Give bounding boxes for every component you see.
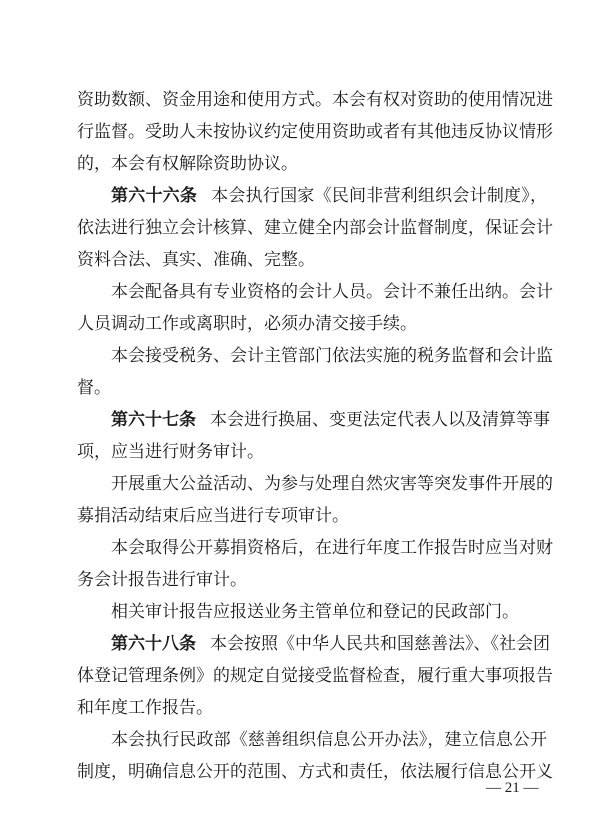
text-line: 行监督。受助人未按协议约定使用资助或者有其他违反协议情形 — [77, 122, 553, 142]
article-68-heading: 第六十八条 — [111, 634, 196, 654]
text-line: 督。 — [77, 378, 111, 398]
text-line: 本会接受税务、会计主管部门依法实施的税务监督和会计监 — [111, 346, 553, 366]
article-66-line: 第六十六条 本会执行国家《民间非营利组织会计制度》， — [111, 186, 548, 206]
text-line: 务会计报告进行审计。 — [77, 570, 247, 590]
article-68-line: 第六十八条 本会按照《中华人民共和国慈善法》、《社会团 — [111, 634, 550, 654]
article-67-line: 第六十七条 本会进行换届、变更法定代表人以及清算等事 — [111, 410, 550, 430]
text-line: 本会配备具有专业资格的会计人员。会计不兼任出纳。会计 — [111, 282, 553, 302]
text-line: 的，本会有权解除资助协议。 — [77, 154, 298, 174]
article-67-heading: 第六十七条 — [111, 410, 196, 430]
text-line: 开展重大公益活动、为参与处理自然灾害等突发事件开展的 — [111, 474, 553, 494]
text-line: 制度，明确信息公开的范围、方式和责任，依法履行信息公开义 — [77, 762, 553, 782]
text-line: 资料合法、真实、准确、完整。 — [77, 250, 315, 270]
text-line: 募捐活动结束后应当进行专项审计。 — [77, 506, 349, 526]
text-line: 依法进行独立会计核算、建立健全内部会计监督制度，保证会计 — [77, 218, 553, 238]
article-66-heading: 第六十六条 — [111, 186, 198, 206]
text-line: 人员调动工作或离职时，必须办清交接手续。 — [77, 314, 417, 334]
text-line: 本会执行民政部《慈善组织信息公开办法》，建立信息公开 — [111, 730, 547, 750]
page-number: — 21 — — [486, 780, 539, 796]
text-line: 相关审计报告应报送业务主管单位和登记的民政部门。 — [111, 602, 519, 622]
text-line: 项，应当进行财务审计。 — [77, 442, 264, 462]
text-line: 和年度工作报告。 — [77, 698, 213, 718]
text-line: 资助数额、资金用途和使用方式。本会有权对资助的使用情况进 — [77, 90, 553, 110]
text-line: 本会取得公开募捐资格后，在进行年度工作报告时应当对财 — [111, 538, 553, 558]
text-line: 体登记管理条例》的规定自觉接受监督检查，履行重大事项报告 — [77, 666, 553, 686]
